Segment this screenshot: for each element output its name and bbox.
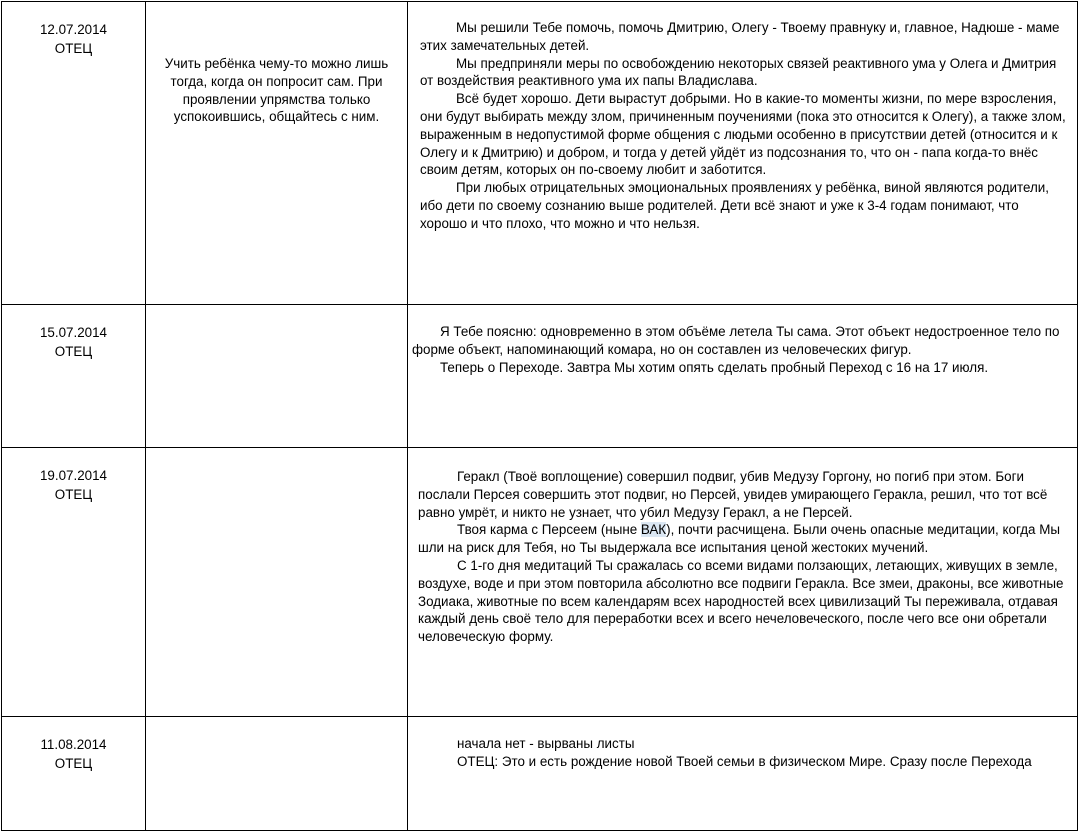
date-cell [2, 717, 146, 831]
entry-author: ОТЕЦ [54, 756, 93, 771]
entry-date: 19.07.2014 [39, 468, 108, 483]
entry-author: ОТЕЦ [54, 487, 93, 502]
entry-author: ОТЕЦ [54, 41, 93, 56]
message-paragraph: Я Тебе поясню: одновременно в этом объёме летела Ты сама. Этот объект недостроенное тело по форме объект, напоминающий комара, но он составлен из человеческих фигур. [412, 324, 1060, 357]
note-cell [146, 448, 408, 717]
message-paragraph: начала нет - вырваны листы [457, 736, 635, 751]
paragraph-text: ), почти расчищена. Были очень опасные медитации, когда Мы шли на риск для Тебя, но Ты выдержала все испытания ценой жестоких мучений. [418, 522, 1060, 556]
entry-date: 15.07.2014 [39, 325, 108, 340]
paragraph-text: Твоя карма с Персеем (ныне [457, 522, 641, 538]
date-cell [2, 305, 146, 448]
message-paragraph: Теперь о Переходе. Завтра Мы хотим опять сделать пробный Переход с 16 на 17 июля. [440, 359, 989, 375]
message-paragraph: ОТЕЦ: Это и есть рождение новой Твоей семьи в физическом Мире. Сразу после Перехода [457, 753, 1032, 769]
journal-row [2, 717, 1078, 831]
journal-row [2, 305, 1078, 448]
note-cell [146, 305, 408, 448]
note-cell [146, 2, 408, 305]
message-cell [408, 2, 1078, 305]
message-paragraph [418, 521, 1069, 557]
entry-author: ОТЕЦ [54, 344, 93, 359]
journal-table [1, 1, 1078, 831]
entry-note: Учить ребёнка чему-то можно лишь тогда, когда он попросит сам. При проявлении упрямства только успокоившись, общайтесь с ним. [164, 56, 389, 125]
note-cell [146, 717, 408, 831]
message-cell [408, 305, 1078, 448]
message-paragraph: С 1-го дня медитаций Ты сражалась со всеми видами ползающих, летающих, живущих в земле, воздухе, воде и при этом повторила абсолютно все подвиги Геракла. Все змеи, драконы, все животные Зодиака, животные по всем календарям всех народностей всех цивилизаций Ты переживала, отдавая каждый день своё тело для переработки всех и всего нечеловеческого, после чего все они обретали человеческую форму. [418, 557, 1064, 645]
journal-row [2, 2, 1078, 305]
message-paragraph: Мы решили Тебе помочь, помочь Дмитрию, Олегу - Твоему правнуку и, главное, Надюше - маме этих замечательных детей. [420, 20, 1060, 53]
message-cell [408, 448, 1078, 717]
date-cell [2, 448, 146, 717]
message-paragraph: Геракл (Твоё воплощение) совершил подвиг, убив Медузу Горгону, но погиб при этом. Боги послали Персея совершить этот подвиг, но Персей, увидев умирающего Геракла, решил, что тот всё равно умрёт, и никто не узнает, что убил Медузу Геракл, а не Персей. [418, 469, 1048, 520]
message-cell [408, 717, 1078, 831]
entry-date: 11.08.2014 [40, 737, 107, 752]
entry-date: 12.07.2014 [39, 22, 108, 37]
message-paragraph: Мы предприняли меры по освобождению некоторых связей реактивного ума у Олега и Дмитрия от воздействия реактивного ума их папы Владислава. [420, 55, 1057, 89]
highlighted-word: ВАК [640, 522, 667, 538]
message-paragraph: При любых отрицательных эмоциональных проявлениях у ребёнка, виной являются родители, ибо дети по своему сознанию выше родителей. Дети всё знают и уже к 3-4 годам понимают, что хорошо и что плохо, что можно и что нельзя. [420, 180, 1049, 231]
message-paragraph: Всё будет хорошо. Дети вырастут добрыми. Но в какие-то моменты жизни, по мере взросления, они будут выбирать между злом, причиненным поучениями (пока это относится к Олегу), а также злом, выраженным в недопустимой форме общения с людьми особенно в присутствии детей (относится и к Олегу и к Дмитрию) и добром, и тогда у детей уйдёт из подсознания то, что он - папа когда-то внёс своим детям, которых он по-своему любит и заботится. [420, 91, 1066, 178]
journal-row [2, 448, 1078, 717]
date-cell [2, 2, 146, 305]
